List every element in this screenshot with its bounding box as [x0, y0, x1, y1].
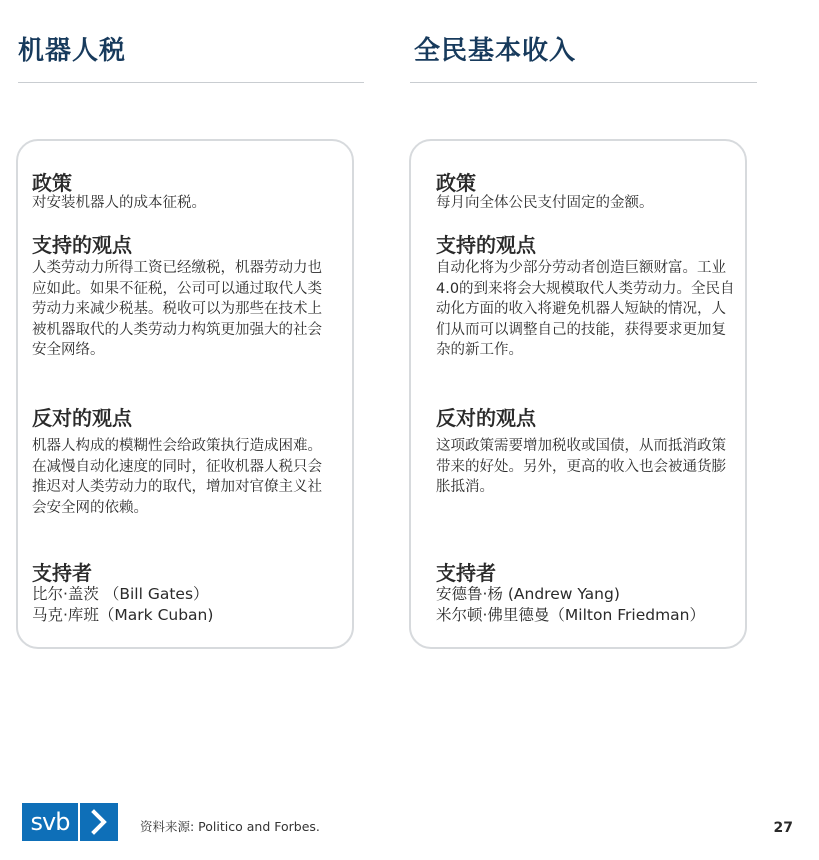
ubi-card — [409, 139, 747, 649]
supporter-name: 比尔·盖茨 （Bill Gates） — [32, 585, 209, 603]
right-pro-text: 自动化将为少部分劳动者创造巨额财富。工业4.0的到来将会大规模取代人类劳动力。全民自动化方面的收入将避免机器人短缺的情况，人们从而可以调整自己的技能，获得要求更加复杂的新工作。 — [436, 260, 735, 358]
left-title-divider — [18, 82, 364, 83]
right-supporters-heading: 支持者 — [436, 561, 496, 585]
left-supporters-heading: 支持者 — [32, 561, 92, 585]
page-number: 27 — [773, 820, 793, 836]
left-pro-text: 人类劳动力所得工资已经缴税，机器劳动力也应如此。如果不征税，公司可以通过取代人类劳动力来减少税基。税收可以为那些在技术上被机器取代的人类劳动力构筑更加强大的社会安全网络。 — [32, 260, 322, 358]
right-policy-text: 每月向全体公民支付固定的金额。 — [436, 195, 654, 211]
source-note: 资料来源: Politico and Forbes. — [140, 819, 320, 834]
right-con-text: 这项政策需要增加税收或国债，从而抵消政策带来的好处。另外，更高的收入也会被通货膨胀抵消。 — [436, 438, 726, 495]
right-con-heading: 反对的观点 — [436, 406, 536, 430]
right-column-title: 全民基本收入 — [414, 36, 577, 66]
right-pro-heading: 支持的观点 — [436, 233, 536, 257]
left-policy-text: 对安装机器人的成本征税。 — [32, 195, 206, 211]
right-policy-heading: 政策 — [436, 171, 476, 195]
supporter-name: 马克·库班（Mark Cuban) — [32, 605, 214, 624]
left-policy-heading: 政策 — [32, 171, 72, 195]
right-title-divider — [410, 82, 757, 83]
svb-logo-text: svb — [22, 803, 78, 841]
left-con-heading: 反对的观点 — [32, 406, 132, 430]
supporter-name: 安德鲁·杨 (Andrew Yang) — [436, 585, 620, 603]
left-pro-heading: 支持的观点 — [32, 233, 132, 257]
right-supporters-list — [436, 584, 705, 625]
chevron-right-icon — [80, 803, 118, 841]
supporter-name: 米尔顿·佛里德曼（Milton Friedman） — [436, 605, 705, 624]
left-con-text: 机器人构成的模糊性会给政策执行造成困难。在减慢自动化速度的同时，征收机器人税只会推迟对人类劳动力的取代，增加对官僚主义社会安全网的依赖。 — [32, 438, 322, 516]
svb-logo — [22, 803, 118, 841]
robot-tax-card — [16, 139, 354, 649]
left-supporters-list — [32, 584, 213, 625]
left-column-title: 机器人税 — [18, 36, 127, 66]
